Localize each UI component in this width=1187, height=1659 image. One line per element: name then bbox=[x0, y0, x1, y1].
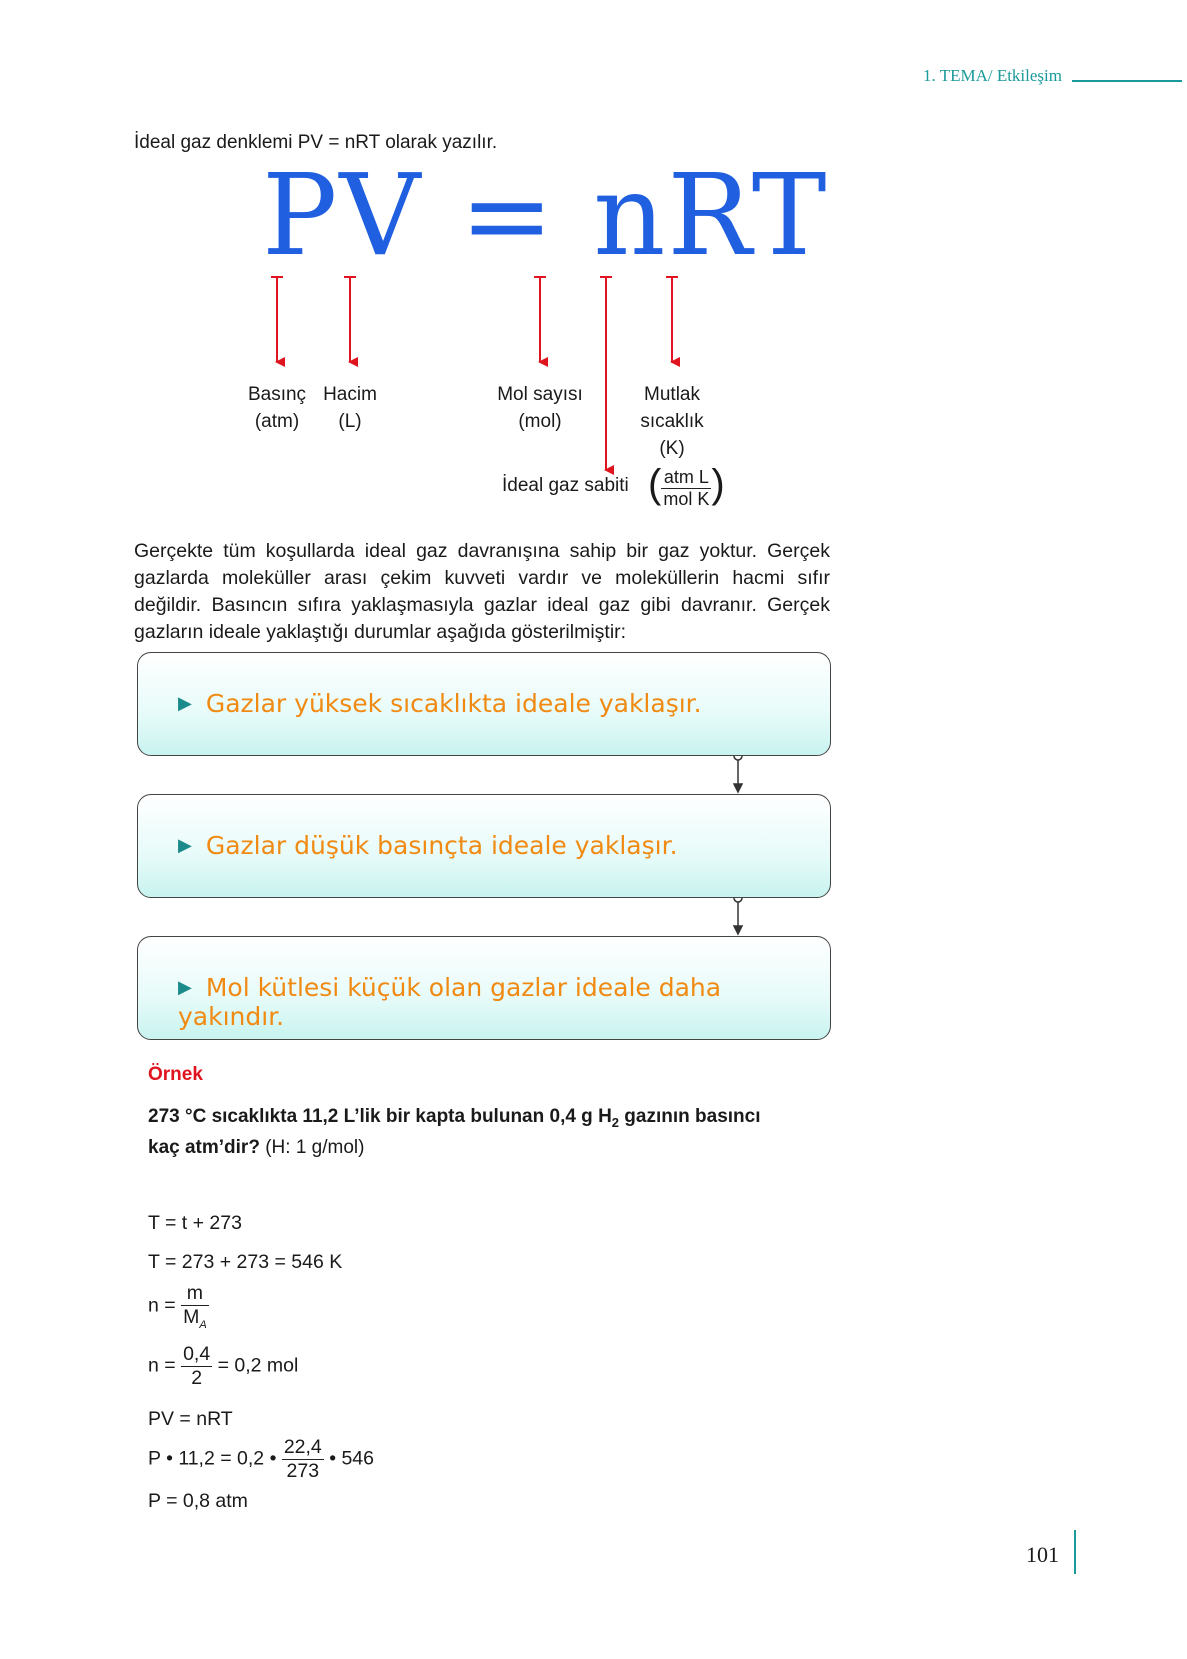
body-paragraph: Gerçekte tüm koşullarda ideal gaz davranışına sahip bir gaz yoktur. Gerçek gazlarda moleküller arası çekim kuvveti vardır ve moleküllerin hacmi sıfır değildir. Basıncın sıfıra yaklaşmasıyla gazlar ideal gaz gibi davranır. Gerçek gazların ideale yaklaştığı durumlar aşağıda gösterilmiştir: bbox=[134, 540, 830, 643]
page-number-rule bbox=[1074, 1530, 1076, 1574]
label-gas-constant: İdeal gaz sabiti bbox=[502, 475, 629, 496]
arrow-pressure bbox=[271, 277, 283, 362]
triangle-bullet-icon: ▶ bbox=[178, 835, 192, 856]
solution-line-3 bbox=[148, 1282, 209, 1331]
label-pressure bbox=[244, 381, 310, 435]
label-temperature-unit: (K) bbox=[659, 438, 685, 459]
theme-header: 1. TEMA/ Etkileşim bbox=[923, 66, 1062, 85]
arrow-gas-constant bbox=[600, 277, 612, 470]
label-pressure-unit: (atm) bbox=[254, 411, 300, 432]
label-temperature-line2: sıcaklık bbox=[640, 411, 704, 432]
label-moles bbox=[486, 381, 594, 435]
label-moles-unit: (mol) bbox=[518, 411, 562, 432]
question-part-3: kaç atm’dir? bbox=[148, 1136, 260, 1158]
gas-constant-unit: ( $\frac{\text{atm L}}{\text{mol K}}$ ) bbox=[648, 462, 725, 509]
solution-line-6-num: 22,4 bbox=[283, 1436, 322, 1458]
label-temperature-line1: Mutlak bbox=[644, 384, 700, 405]
question-part-4: (H: 1 g/mol) bbox=[259, 1136, 365, 1158]
label-temperature bbox=[630, 381, 714, 462]
solution-line-3-num: m bbox=[186, 1282, 203, 1304]
solution-line-4-den: 2 bbox=[181, 1366, 212, 1390]
condition-box-3 bbox=[137, 936, 831, 1040]
label-volume-name: Hacim bbox=[323, 384, 377, 405]
triangle-bullet-icon: ▶ bbox=[178, 693, 192, 714]
intro-text: İdeal gaz denklemi PV = nRT olarak yazılır. bbox=[134, 132, 498, 153]
example-title: Örnek bbox=[148, 1064, 203, 1085]
condition-box-1 bbox=[137, 652, 831, 756]
example-question bbox=[148, 1104, 838, 1160]
solution-line-3-lhs: n = bbox=[148, 1294, 182, 1317]
gas-constant-unit-den: mol K bbox=[663, 488, 710, 509]
label-moles-name: Mol sayısı bbox=[497, 384, 583, 405]
arrow-moles bbox=[534, 277, 546, 362]
label-volume-unit: (L) bbox=[338, 411, 362, 432]
question-subscript: 2 bbox=[611, 1114, 620, 1130]
label-volume bbox=[318, 381, 382, 435]
condition-text-2: Gazlar düşük basınçta ideale yaklaşır. bbox=[205, 831, 678, 860]
solution-line-3-den: M bbox=[183, 1306, 200, 1328]
solution-line-4 bbox=[148, 1343, 298, 1390]
solution-line-6-lhs: P • 11,2 = 0,2 • bbox=[148, 1447, 282, 1470]
condition-text-1: Gazlar yüksek sıcaklıkta ideale yaklaşır. bbox=[205, 689, 702, 718]
solution-line-6 bbox=[148, 1436, 374, 1483]
arrow-volume bbox=[344, 277, 356, 362]
solution-line-4-lhs: n = bbox=[148, 1354, 182, 1377]
ideal-gas-formula: PV = nRT bbox=[262, 151, 829, 281]
question-part-2: gazının basıncı bbox=[619, 1106, 761, 1127]
gas-constant-unit-num: atm L bbox=[663, 466, 709, 487]
solution-line-4-num: 0,4 bbox=[183, 1343, 211, 1365]
condition-text-3: Mol kütlesi küçük olan gazlar ideale daha yakındır. bbox=[178, 973, 722, 1031]
arrow-temperature bbox=[666, 277, 678, 362]
triangle-bullet-icon: ▶ bbox=[178, 977, 192, 998]
solution-line-6-den: 273 bbox=[282, 1459, 324, 1483]
solution-line-4-rhs: = 0,2 mol bbox=[212, 1354, 299, 1377]
solution-line-6-rhs: • 546 bbox=[323, 1447, 374, 1470]
solution-line-3-den-sub: A bbox=[199, 1318, 207, 1331]
solution-line-5: PV = nRT bbox=[148, 1408, 233, 1430]
solution-line-1: T = t + 273 bbox=[148, 1212, 242, 1234]
label-pressure-name: Basınç bbox=[247, 384, 307, 405]
solution-line-2: T = 273 + 273 = 546 K bbox=[148, 1251, 343, 1273]
page-number: 101 bbox=[1026, 1542, 1059, 1567]
solution-line-7: P = 0,8 atm bbox=[148, 1490, 248, 1512]
question-part-1: 273 °C sıcaklıkta 11,2 L’lik bir kapta bulunan 0,4 g H bbox=[148, 1106, 612, 1127]
condition-box-2 bbox=[137, 794, 831, 898]
